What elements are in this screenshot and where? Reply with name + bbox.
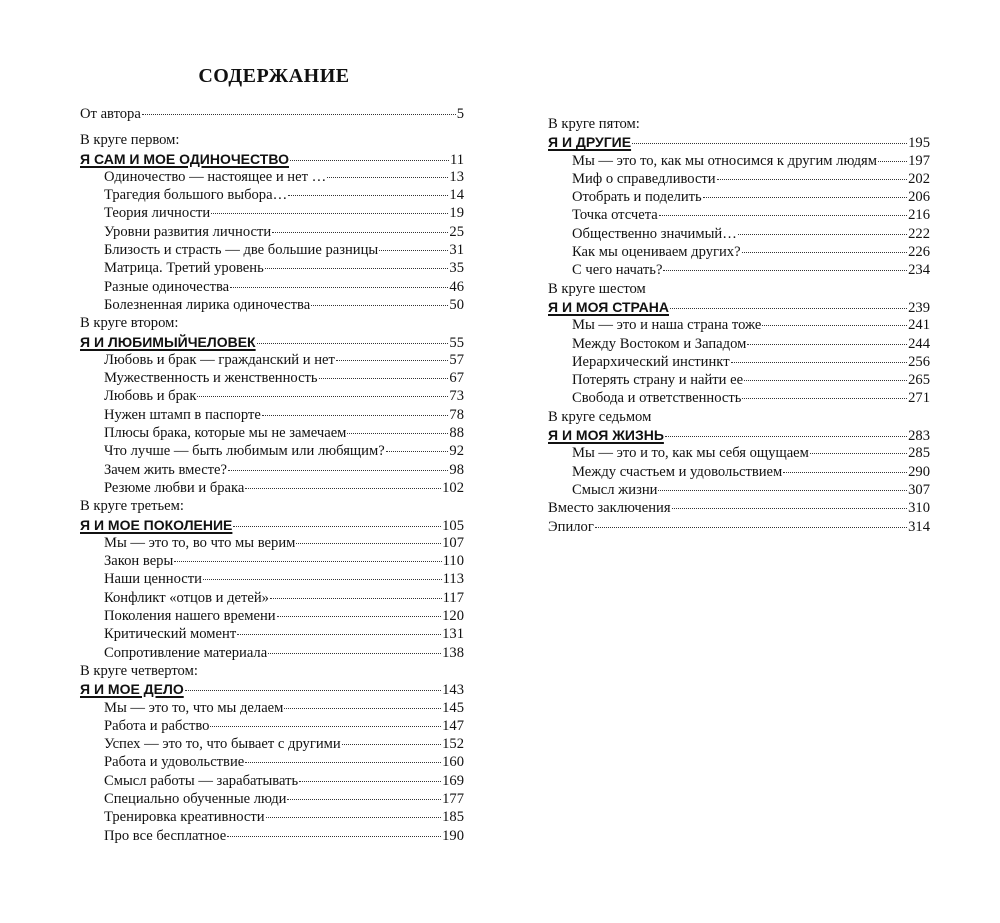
entry-title: Между счастьем и удовольствием [572,463,783,480]
toc-subentry [80,259,464,277]
entry-title: Отобрать и поделить [572,189,702,206]
dot-leader [717,179,907,180]
toc-subentry [80,351,464,369]
entry-title: Мы — это то, во что мы верим [104,534,296,551]
entry-page-number: 147 [442,717,464,734]
dot-leader [311,305,448,306]
dot-leader [174,561,441,562]
entry-title: Что лучше — быть любимым или любящим? [104,443,385,460]
toc-section-label: В круге первом: [80,132,180,149]
entry-page-number: 143 [442,682,464,699]
dot-leader [319,378,449,379]
entry-title: Работа и рабство [104,717,210,734]
dot-leader [245,488,441,489]
toc-subentry [548,316,930,334]
entry-page-number: 202 [908,170,930,187]
entry-page-number: 110 [442,553,464,570]
entry-page-number: 185 [442,809,464,826]
entry-page-number: 265 [908,372,930,389]
entry-title: Одиночество — настоящее и нет … [104,168,327,185]
entry-page-number: 113 [442,571,464,588]
entry-page-number: 285 [908,445,930,462]
entry-title: Мы — это и наша страна тоже [572,317,762,334]
dot-leader [336,360,449,361]
entry-title: Критический момент [104,626,237,643]
entry-title: Потерять страну и найти ее [572,372,744,389]
toc-section-label: В круге пятом: [548,116,640,132]
entry-title: Поколения нашего времени [104,608,276,625]
toc-chapter-entry [548,426,930,444]
toc-subentry [548,444,930,462]
entry-title: С чего начать? [572,262,663,279]
dot-leader [270,598,442,599]
dot-leader [731,362,908,363]
entry-title: Миф о справедливости [572,170,716,187]
entry-title: Плюсы брака, которые мы не замечаем [104,425,347,442]
toc-subentry [80,552,464,570]
entry-page-number: 98 [449,461,464,478]
page-title: СОДЕРЖАНИЕ [198,65,350,87]
entry-page-number: 5 [456,106,464,122]
toc-subentry [80,699,464,717]
entry-page-number: 283 [908,428,930,445]
dot-leader [878,161,907,162]
toc-subentry [80,369,464,387]
toc-section-label: В круге четвертом: [80,662,198,679]
dot-leader [142,114,456,115]
dot-leader [266,817,442,818]
toc-subentry [548,261,930,279]
entry-title: Близость и страсть — две большие разницы [104,242,379,259]
entry-page-number: 307 [908,481,930,498]
toc-subentry [548,335,930,353]
toc-chapter-entry [80,680,464,698]
dot-leader [290,160,449,161]
dot-leader [203,579,442,580]
entry-page-number: 117 [442,589,464,606]
entry-page-number: 197 [908,152,930,169]
toc-subentry [80,296,464,314]
dot-leader [257,343,449,344]
entry-title: Конфликт «отцов и детей» [104,589,269,606]
toc-subentry [80,717,464,735]
toc-subentry [548,152,930,170]
toc-subentry [80,168,464,186]
entry-page-number: 206 [908,189,930,206]
entry-page-number: 271 [908,390,930,407]
entry-title: Работа и удовольствие [104,754,245,771]
entry-page-number: 11 [449,151,464,168]
entry-page-number: 50 [449,296,464,313]
toc-subentry [80,461,464,479]
entry-page-number: 244 [908,335,930,352]
dot-leader [632,143,907,144]
entry-page-number: 35 [449,260,464,277]
dot-leader [386,451,449,452]
toc-entry [548,518,930,536]
entry-page-number: 138 [442,644,464,661]
entry-title: Резюме любви и брака [104,479,245,496]
dot-leader [742,398,907,399]
dot-leader [233,526,441,527]
toc-subentry [80,625,464,643]
toc-subentry [548,389,930,407]
dot-leader [742,252,908,253]
entry-title: Я И ЛЮБИМЫЙЧЕЛОВЕК [80,333,256,350]
entry-page-number: 239 [908,299,930,316]
entry-page-number: 92 [449,443,464,460]
entry-title: Уровни развития личности [104,223,272,240]
entry-page-number: 256 [908,353,930,370]
dot-leader [284,708,441,709]
entry-page-number: 14 [449,187,464,204]
entry-title: Болезненная лирика одиночества [104,296,311,313]
toc-subentry [80,827,464,845]
toc-subentry [548,188,930,206]
entry-page-number: 67 [449,370,464,387]
toc-section-label: В круге втором: [80,315,179,332]
toc-subentry [80,753,464,771]
toc-subentry [80,479,464,497]
entry-page-number: 222 [908,225,930,242]
entry-title: Иерархический инстинкт [572,353,730,370]
entry-title: Я И МОЯ СТРАНА [548,298,669,315]
dot-leader [783,472,907,473]
dot-leader [210,726,441,727]
entry-page-number: 145 [442,699,464,716]
toc-subentry [80,223,464,241]
dot-leader [595,527,907,528]
entry-title: Тренировка креативности [104,809,265,826]
entry-page-number: 190 [442,827,464,844]
toc-section-label: В круге шестом [548,280,646,297]
entry-title: Про все бесплатное [104,827,227,844]
entry-title: Нужен штамп в паспорте [104,406,261,423]
dot-leader [747,344,907,345]
toc-subentry [80,735,464,753]
entry-title: Специально обученные люди [104,790,287,807]
entry-page-number: 55 [449,334,464,351]
entry-title: Успех — это то, что бывает с другими [104,736,341,753]
dot-leader [245,762,441,763]
entry-page-number: 25 [449,223,464,240]
entry-page-number: 241 [908,317,930,334]
entry-title: Эпилог [548,518,594,535]
toc-subentry [80,424,464,442]
dot-leader [744,380,907,381]
entry-page-number: 102 [442,479,464,496]
entry-title: Разные одиночества [104,278,230,295]
entry-page-number: 105 [442,517,464,534]
dot-leader [277,616,442,617]
entry-page-number: 152 [442,736,464,753]
toc-right-column [548,115,930,536]
entry-title: Как мы оцениваем других? [572,244,741,261]
entry-title: От автора [80,106,141,122]
entry-title: Между Востоком и Западом [572,335,747,352]
entry-page-number: 31 [449,242,464,259]
entry-title: Вместо заключения [548,500,671,517]
dot-leader [299,781,441,782]
toc-chapter-entry [80,150,464,168]
toc-subentry [80,442,464,460]
entry-page-number: 314 [908,518,930,535]
entry-page-number: 226 [908,244,930,261]
dot-leader [738,234,907,235]
toc-subentry [80,644,464,662]
toc-subentry [80,808,464,826]
dot-leader [227,836,441,837]
toc-subentry [80,387,464,405]
toc-subentry [548,206,930,224]
dot-leader [810,453,907,454]
entry-title: Теория личности [104,205,211,222]
toc-entry [80,105,464,123]
toc-subentry [80,772,464,790]
entry-page-number: 73 [449,388,464,405]
toc-subentry [548,481,930,499]
toc-section-label: В круге третьем: [80,498,184,515]
dot-leader [327,177,448,178]
toc-subentry [80,790,464,808]
entry-page-number: 216 [908,207,930,224]
entry-title: Мы — это то, как мы относимся к другим людям [572,152,877,169]
toc-entry [548,499,930,517]
dot-leader [658,490,907,491]
entry-page-number: 78 [449,406,464,423]
entry-title: Смысл жизни [572,481,658,498]
entry-page-number: 195 [908,135,930,152]
entry-page-number: 46 [449,278,464,295]
toc-subentry [80,204,464,222]
dot-leader [659,215,907,216]
entry-page-number: 290 [908,463,930,480]
dot-leader [670,308,907,309]
dot-leader [272,232,448,233]
dot-leader [262,415,449,416]
dot-leader [268,653,441,654]
entry-title: Точка отсчета [572,207,658,224]
entry-title: Любовь и брак — гражданский и нет [104,351,335,368]
entry-title: Сопротивление материала [104,644,268,661]
toc-chapter-entry [548,298,930,316]
toc-subentry [80,186,464,204]
entry-title: Я САМ И МОЕ ОДИНОЧЕСТВО [80,150,289,167]
entry-page-number: 19 [449,205,464,222]
entry-title: Мы — это то, что мы делаем [104,699,284,716]
entry-title: Наши ценности [104,571,202,588]
entry-page-number: 177 [442,790,464,807]
toc-subentry [80,570,464,588]
toc-subentry [80,278,464,296]
entry-page-number: 160 [442,754,464,771]
dot-leader [185,690,441,691]
entry-title: Матрица. Третий уровень [104,260,264,277]
entry-title: Трагедия большого выбора… [104,187,288,204]
dot-leader [296,543,441,544]
dot-leader [379,250,448,251]
entry-page-number: 107 [442,534,464,551]
entry-title: Общественно значимый… [572,225,737,242]
entry-page-number: 131 [442,626,464,643]
toc-subentry [80,241,464,259]
dot-leader [672,508,908,509]
dot-leader [211,213,448,214]
entry-title: Зачем жить вместе? [104,461,228,478]
dot-leader [288,195,448,196]
dot-leader [342,744,441,745]
entry-title: Я И МОЕ ДЕЛО [80,681,184,698]
dot-leader [663,270,907,271]
dot-leader [287,799,441,800]
entry-title: Смысл работы — зарабатывать [104,772,299,789]
toc-chapter-entry [80,516,464,534]
dot-leader [265,268,449,269]
dot-leader [665,436,907,437]
toc-spacer [80,123,464,131]
entry-title: Я И МОЯ ЖИЗНЬ [548,427,664,444]
dot-leader [197,396,448,397]
toc-section-label: В круге седьмом [548,408,652,425]
entry-page-number: 57 [449,351,464,368]
entry-title: Закон веры [104,553,174,570]
dot-leader [703,197,907,198]
toc-subentry [80,534,464,552]
dot-leader [228,470,448,471]
toc-chapter-entry [80,333,464,351]
dot-leader [762,325,907,326]
entry-title: Свобода и ответственность [572,390,742,407]
toc-subentry [548,243,930,261]
entry-page-number: 234 [908,262,930,279]
entry-page-number: 88 [449,425,464,442]
entry-page-number: 120 [442,608,464,625]
dot-leader [237,634,441,635]
toc-subentry [80,406,464,424]
entry-page-number: 169 [442,772,464,789]
toc-subentry [548,170,930,188]
entry-title: Я И ДРУГИЕ [548,134,632,151]
toc-subentry [548,225,930,243]
entry-title: Мужественность и женственность [104,370,318,387]
toc-chapter-entry [548,133,930,151]
entry-title: Я И МОЕ ПОКОЛЕНИЕ [80,516,233,533]
entry-title: Мы — это и то, как мы себя ощущаем [572,445,809,462]
toc-subentry [80,589,464,607]
toc-subentry [548,353,930,371]
toc-subentry [548,371,930,389]
entry-page-number: 310 [908,500,930,517]
dot-leader [347,433,448,434]
dot-leader [230,287,448,288]
toc-subentry [80,607,464,625]
entry-page-number: 13 [449,168,464,185]
toc-left-column [80,105,464,845]
toc-subentry [548,463,930,481]
entry-title: Любовь и брак [104,388,197,405]
